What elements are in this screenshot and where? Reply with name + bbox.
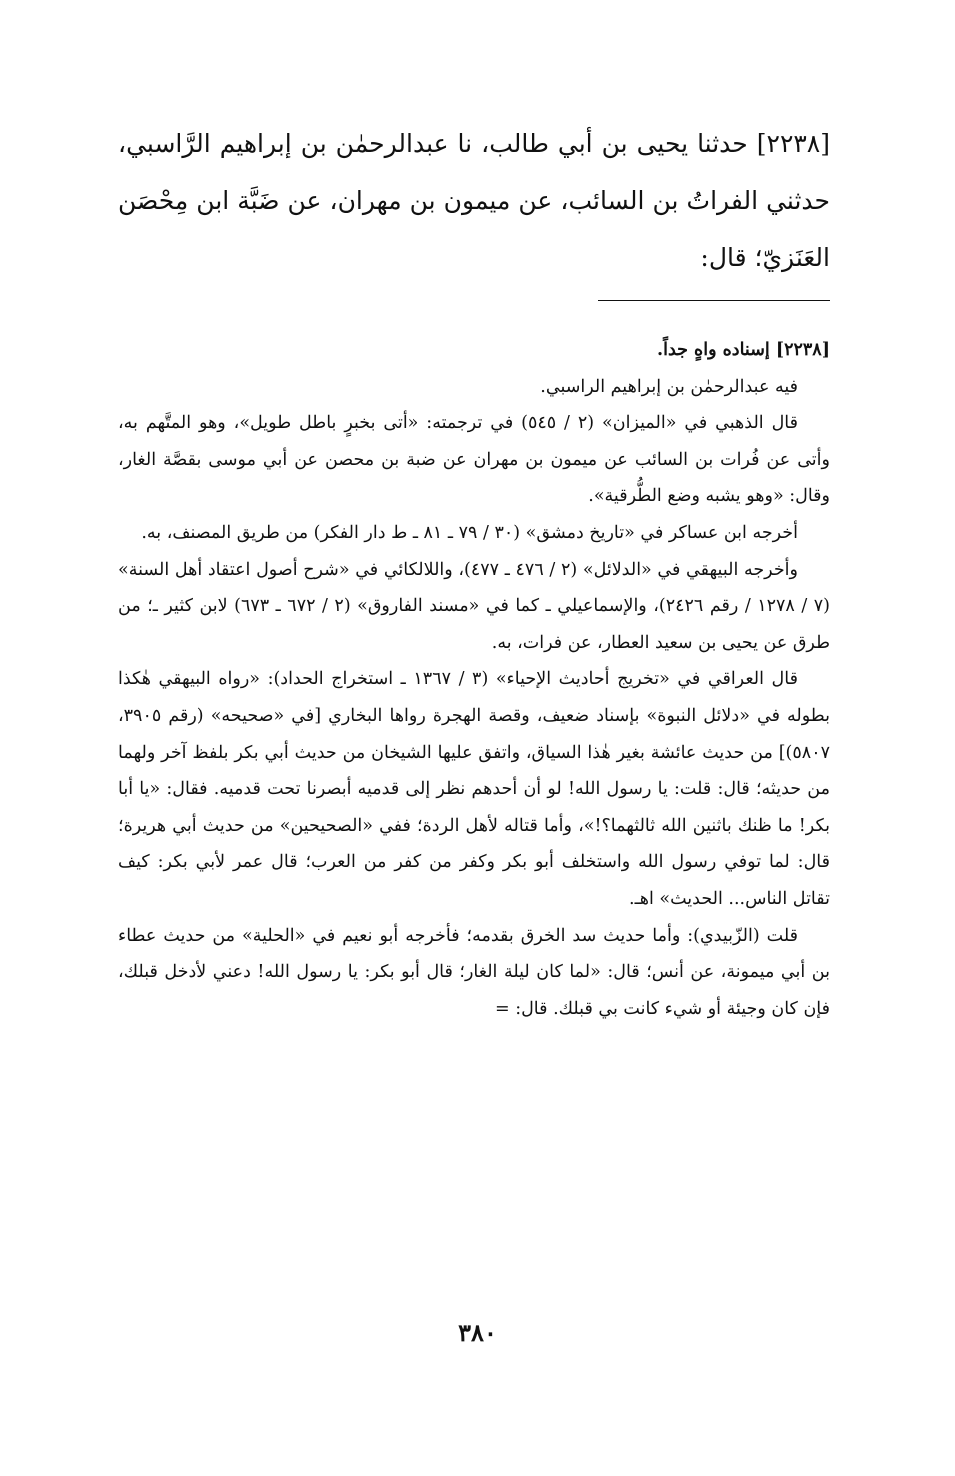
footnote-paragraph: قلت (الزّبيدي): وأما حديث سد الخرق بقدمه؛ فأخرجه أبو نعيم في «الحلية» من حديث عطاء بن أبي ميمونة، عن أنس؛ قال: «لما كان ليلة الغار؛ قال أبو بكر: يا رسول الله! دعني لأدخل قبلك، فإن كان وجيئة أو شيء كانت بي قبلك. قال: = <box>118 925 830 1019</box>
footnote-paragraph: أخرجه ابن عساكر في «تاريخ دمشق» (٣٠ / ٧٩ ـ ٨١ ـ ط دار الفكر) من طريق المصنف، به. <box>141 522 798 543</box>
footnotes <box>118 332 830 1027</box>
hadith-text <box>118 115 830 286</box>
hadith-paragraph: [٢٢٣٨] حدثنا يحيى بن أبي طالب، نا عبدالرحمٰن بن إبراهيم الرَّاسبي، حدثني الفراتُ بن السائب، عن ميمون بن مهران، عن ضَبَّة ابن مِحْصَن العَنَزيّ؛ قال: <box>118 129 830 272</box>
footnote-paragraph: قال العراقي في «تخريج أحاديث الإحياء» (٣ / ١٣٦٧ ـ استخراج الحداد): «رواه البيهقي هٰكذا بطوله في «دلائل النبوة» بإسناد ضعيف، وقصة الهجرة رواها البخاري [في «صحيحه» (رقم ٣٩٠٥، ٥٨٠٧)] من حديث عائشة بغير هٰذا السياق، واتفق عليها الشيخان من حديث أبي بكر بلفظ آخر ولهما من حديثه؛ قال: قلت: يا رسول الله! لو أن أحدهم نظر إلى قدميه أبصرنا تحت قدميه. فقال: «يا أبا بكر! ما ظنك باثنين الله ثالثهما؟!»، وأما قتاله لأهل الردة؛ ففي «الصحيحين» من حديث أبي هريرة؛ قال: لما توفي رسول الله واستخلف أبو بكر وكفر من كفر من العرب؛ قال عمر لأبي بكر: كيف تقاتل الناس... الحديث» اهـ. <box>118 669 830 909</box>
footnote-separator <box>598 300 830 301</box>
footnote-paragraph: قال الذهبي في «الميزان» (٢ / ٥٤٥) في ترجمته: «أتى بخبرٍ باطل طويل»، وهو المتَّهم به، وأتى عن فُرات بن السائب عن ميمون بن مهران عن ضبة بن محصن عن أبي موسى بقصَّة الغار، وقال: «وهو يشبه وضع الطُّرقية». <box>118 413 830 507</box>
page-number: ٣٨٠ <box>458 1318 497 1347</box>
footnote-paragraph: وأخرجه البيهقي في «الدلائل» (٢ / ٤٧٦ ـ ٤٧٧)، واللالكائي في «شرح أصول اعتقاد أهل السنة» (٧ / ١٢٧٨ / رقم ٢٤٢٦)، والإسماعيلي ـ كما في «مسند الفاروق» (٢ / ٦٧٢ ـ ٦٧٣) لابن كثير ـ؛ من طرق عن يحيى بن سعيد العطار، عن فرات، به. <box>118 559 830 653</box>
footnote-heading: [٢٢٣٨] إسناده واهٍ جداً. <box>657 340 830 360</box>
footnote-paragraph: فيه عبدالرحمٰن بن إبراهيم الراسبي. <box>540 376 798 397</box>
